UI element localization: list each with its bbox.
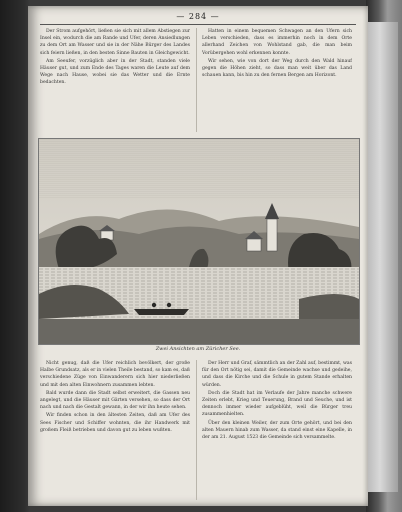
paragraph: Der Strom aufgehört, ließen sie sich mit allem Abstiegen zur Insel ein, wodurch die am Rande und Ufer, deren Ansiedlungen zu dem Ort am Wasser und sie in der Nähe Bürger des Landes sich feiern ließen, in den besten Sinne Bauten in Gleichgewicht.	[40, 29, 190, 56]
page-number: — 284 —	[176, 12, 220, 21]
paragraph: Doch die Stadt hat im Verlaufe der Jahre manche schwere Zeiten erlebt, Krieg und Teuerung, Brand und Seuche, und ist dennoch immer wieder aufgeblüht, weil die Bürger treu zusammenhielten.	[202, 390, 352, 418]
text-column-bottom-right	[202, 360, 352, 500]
next-page-edge	[367, 22, 398, 492]
column-divider	[196, 28, 197, 132]
paragraph: Wir finden schon in den ältesten Zeiten, daß am Ufer des Sees Fischer und Schiffer wohnten, die ihr Handwerk mit großem Fleiß betrieben und davon gut zu leben wußten.	[40, 413, 190, 433]
lake-landscape-engraving	[38, 138, 360, 345]
paragraph: Am Seeufer, vorzüglich aber in der Stadt, standen viele Häuser gut, und zum Ende des Tages waren die Leute auf dem Wege nach Hause, wobei sie das Wetter und die Ernte bedachten.	[40, 58, 190, 86]
text-column-top-left	[40, 28, 190, 132]
book-binding-left	[0, 0, 30, 512]
text-column-bottom-left	[40, 360, 190, 500]
paragraph: Der Herr und Graf, sämmtlich an der Zahl auf, bestimmt, was für den Ort nötig sei, damit die Gemeinde wachse und gedeihe, und dass die Kirche und die Schule in gutem Stande erhalten würden.	[202, 361, 352, 388]
text-column-top-right	[202, 28, 352, 132]
paragraph: Wir sehen, wie von dort der Weg durch den Wald hinauf gegen die Höhen zieht, so dass man weit über das Land schauen kann, bis hin zu den fernen Bergen am Horizont.	[202, 58, 352, 79]
illustration-caption: Zwei Ansichten am Züricher See.	[155, 346, 241, 352]
header-rule	[40, 24, 356, 25]
book-page	[28, 6, 368, 506]
paragraph: Hatten in einem bequemen Schwagen an den Ufern sich Leben verschieden, dass es immerhin noch in dem Orte allerhand Zeichen von Wohlstand gab, die man beim Vorübergehen wohl erkennen konnte.	[202, 29, 352, 56]
paragraph: Bald wurde dann die Stadt selbst erweitert, die Gassen neu angelegt, und die Häuser mit Gärten versehen, so dass der Ort nach und nach die Gestalt gewann, in der wir ihn heute sehen.	[40, 390, 190, 411]
paragraph: Über den kleinen Weiler, der zum Orte gehört, und bei den alten Mauern hinab zum Wasser, da stand einst eine Kapelle, in der am 21. August 1523 die Gemeinde sich versammelte.	[202, 420, 352, 441]
column-divider	[196, 360, 197, 500]
paragraph: Nicht genug, daß die Ufer reichlich bevölkert, der große Halbe Grundsatz, als er in vielen Theile bestand, so kam es, daß verschiedene Züge von Einwanderern sich hier niederließen und mit den alten Einwohnern zusammen lebten.	[40, 361, 190, 388]
